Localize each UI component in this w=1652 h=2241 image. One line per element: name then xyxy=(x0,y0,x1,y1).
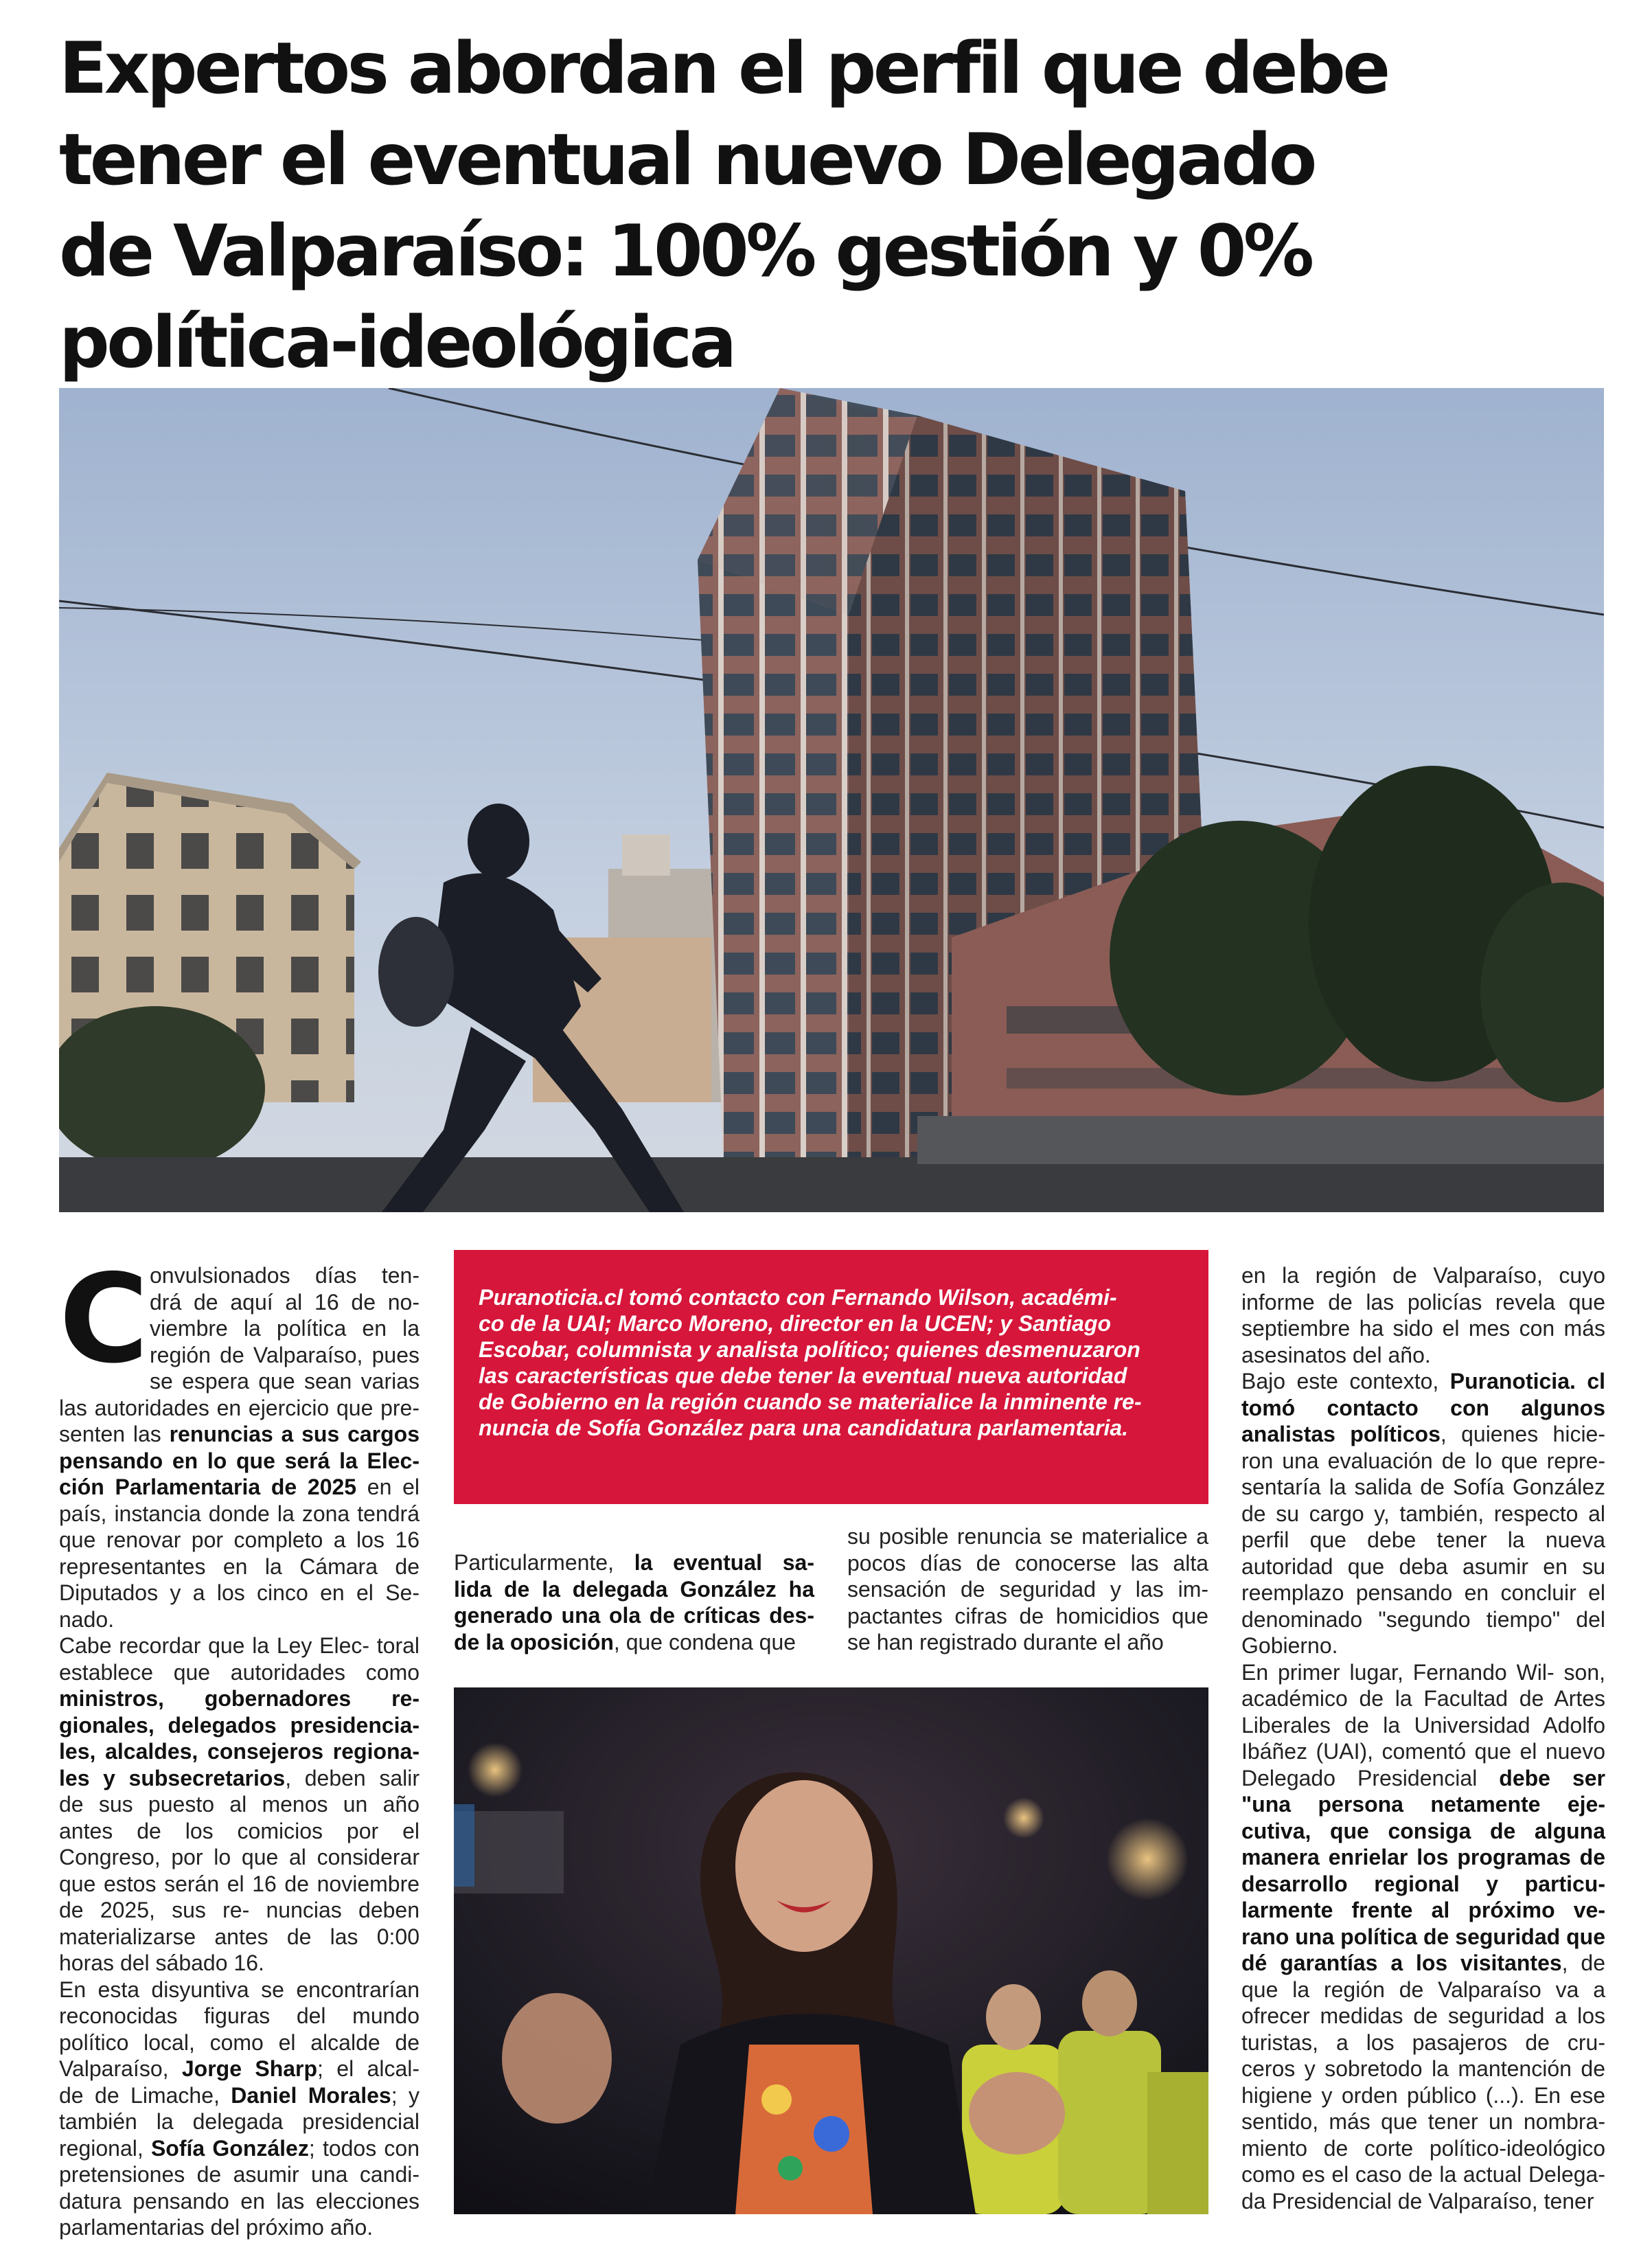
body-text: de de Limache, xyxy=(59,2082,231,2108)
body-text: de los comicios por el Congreso, por xyxy=(59,1818,420,1869)
body-text-bold: les y subsecretarios xyxy=(59,1765,286,1790)
body-text: de las 0:00 horas del sábado 16. xyxy=(59,1924,420,1975)
body-text: la región de Valparaíso, xyxy=(150,1316,420,1367)
secondary-photo-delegate xyxy=(454,1687,1208,2214)
body-text: pactantes cifras de homicidios que xyxy=(847,1603,1208,1628)
body-text-bold: manera enrielar los programas xyxy=(1241,1845,1571,1869)
body-text: ; el alcal- xyxy=(317,2056,420,2081)
body-text-bold: ministros, gobernadores re- xyxy=(59,1686,420,1711)
body-text: su posible renuncia se materialice xyxy=(847,1524,1188,1549)
body-text-bold: Puranoticia. xyxy=(1449,1369,1576,1393)
headline-line: Expertos abordan el perfil que debe xyxy=(59,27,1388,110)
body-text: de que la región de Valparaíso va xyxy=(1241,1950,1606,2002)
body-text: higiene y orden público (...). En ese xyxy=(1241,2082,1605,2108)
body-text: los 16 representantes en la Cámara xyxy=(59,1527,420,1579)
body-text: sentido, más que tener un nombra- xyxy=(1241,2109,1605,2134)
body-text: Artes Liberales de la Universidad xyxy=(1241,1686,1606,1738)
highlight-line: Puranoticia.cl tomó contacto con Fernando Wilson, académi- xyxy=(479,1285,1117,1310)
body-text: nado. xyxy=(59,1606,115,1632)
body-text: al perfil que debe tener la nueva xyxy=(1241,1501,1606,1552)
body-text-bold: de la oposición xyxy=(454,1629,614,1654)
body-text: nuevo Delegado Presidencial xyxy=(1241,1739,1606,1790)
body-text: sensación de seguridad y las im- xyxy=(847,1577,1208,1602)
body-text: de su cargo y, también, respecto xyxy=(1241,1501,1579,1526)
body-text: se han registrado durante el año xyxy=(847,1630,1164,1654)
body-text-bold: debe xyxy=(1499,1765,1550,1790)
body-text: el país, instancia donde la zona xyxy=(59,1475,420,1526)
body-text-bold: ción Parlamentaria de 2025 xyxy=(59,1475,357,1499)
body-text: sus puesto al menos un año antes xyxy=(59,1792,420,1843)
article-column-1 xyxy=(59,1248,420,2241)
body-text: de Diputados y a los cinco en el Se- xyxy=(59,1554,420,1605)
body-text: viembre la política en xyxy=(150,1316,387,1341)
body-text: ron una evaluación de lo que repre- xyxy=(1241,1448,1605,1473)
highlight-line: las características que debe tener la eventual nueva autoridad xyxy=(479,1363,1127,1388)
drop-cap: C xyxy=(59,1248,145,1390)
body-text: parlamentarias del próximo año. xyxy=(59,2215,374,2240)
body-text: a pocos días de conocerse las alta xyxy=(847,1524,1209,1575)
headline xyxy=(59,23,1597,389)
body-text: a ofrecer medidas de seguridad a xyxy=(1241,1977,1606,2028)
body-text: drá de aquí al 16 de no- xyxy=(150,1289,420,1315)
body-text-bold: lida de la delegada González ha xyxy=(454,1576,814,1602)
body-text: el 16 de noviembre de 2025, sus re- xyxy=(59,1871,420,1922)
body-text: los turistas, a los pasajeros de cru- xyxy=(1241,2003,1605,2055)
body-text: como es el caso de la actual Delega- xyxy=(1241,2162,1605,2187)
body-text-bold: rano una política de seguridad xyxy=(1241,1924,1561,1949)
body-text-bold: que dé garantías a los visitantes xyxy=(1241,1924,1606,1975)
body-text: en la región de Valparaíso, cuyo xyxy=(1241,1263,1605,1288)
article-column-4 xyxy=(1241,1262,1605,2214)
body-text-bold: ser "una persona netamente eje- xyxy=(1241,1765,1605,1817)
body-text: , quienes hicie- xyxy=(1440,1422,1606,1446)
body-text-bold: Sofía González xyxy=(150,2135,309,2161)
body-text: son, académico de la Facultad de xyxy=(1241,1659,1606,1711)
delegate-photo-illustration xyxy=(454,1687,1208,2214)
main-photo-government-building xyxy=(59,388,1604,1212)
body-text-bold: renuncias a sus cargos xyxy=(169,1422,420,1446)
body-text-bold: de desarrollo regional y particu- xyxy=(1241,1845,1605,1896)
body-text: miento de corte político-ideológico xyxy=(1241,2135,1605,2161)
body-text: regional, xyxy=(59,2135,151,2161)
body-text: Valparaíso, xyxy=(59,2056,182,2081)
headline-line: tener el eventual nuevo Delegado xyxy=(59,119,1314,201)
body-text: En esta disyuntiva se encontrarían xyxy=(59,1977,420,2002)
article-column-3 xyxy=(847,1523,1208,1656)
body-text: pretensiones de asumir una candi- xyxy=(59,2162,420,2187)
body-text: tendrá que renovar por completo a xyxy=(59,1501,420,1552)
body-text: Bajo este contexto, xyxy=(1241,1369,1450,1393)
body-text: denominado "segundo tiempo" del xyxy=(1241,1606,1605,1632)
body-text: reconocidas figuras del mundo xyxy=(59,2003,420,2028)
body-text-bold: cutiva, que consiga de alguna xyxy=(1241,1818,1605,1843)
body-text: da Presidencial de Valparaíso, tener xyxy=(1241,2188,1594,2214)
body-text: como xyxy=(365,1659,420,1685)
body-text: político local, como el alcalde de xyxy=(59,2029,420,2055)
body-text-bold: pensando en lo que será la Elec- xyxy=(59,1448,420,1473)
body-text: septiembre ha sido el mes con más xyxy=(1241,1316,1605,1341)
highlight-line: nuncia de Sofía González para una candidatura parlamentaria. xyxy=(479,1415,1129,1440)
body-text-bold: analistas políticos xyxy=(1241,1422,1441,1446)
body-text-bold: larmente frente al próximo ve- xyxy=(1241,1898,1605,1922)
body-text: Gobierno. xyxy=(1241,1633,1338,1658)
body-text: senten las xyxy=(59,1422,170,1446)
body-text: lo que al considerar que estos serán xyxy=(59,1845,420,1896)
body-text: sentaría la salida de Sofía González xyxy=(1241,1475,1605,1499)
building-photo-illustration xyxy=(59,388,1604,1212)
body-text: , deben salir de xyxy=(59,1765,420,1817)
body-text: también la delegada presidencial xyxy=(59,2109,420,2134)
highlight-line: de Gobierno en la región cuando se materialice la inminente re- xyxy=(479,1389,1142,1414)
body-text-bold: generado una ola de críticas des- xyxy=(454,1603,814,1628)
article-column-2 xyxy=(454,1549,814,1655)
highlight-line: Escobar, columnista y analista político; quienes desmenuzaron xyxy=(479,1337,1140,1362)
body-text: nuncias deben materializarse antes xyxy=(59,1898,420,1949)
body-text: ; y xyxy=(391,2082,420,2108)
body-text: Cabe recordar que la Ley Elec- xyxy=(59,1633,370,1658)
body-text: Particularmente, xyxy=(454,1550,634,1575)
body-text: onvulsionados días ten- xyxy=(150,1263,420,1288)
body-text: autoridad que deba asumir en su xyxy=(1241,1554,1605,1579)
body-text: Adolfo Ibáñez (UAI), comentó que el xyxy=(1241,1712,1606,1764)
body-text: , que condena que xyxy=(613,1629,796,1654)
body-text: reemplazo pensando en concluir el xyxy=(1241,1580,1605,1605)
body-text: asesinatos del año. xyxy=(1241,1342,1431,1367)
body-text: autoridades en ejercicio que pre- xyxy=(94,1395,420,1420)
body-text: ; todos con xyxy=(308,2135,420,2161)
highlight-box xyxy=(454,1250,1208,1504)
body-text: informe de las policías revela que xyxy=(1241,1289,1605,1315)
body-text: pues se espera que sean varias las xyxy=(59,1342,420,1420)
body-text-bold: la eventual sa- xyxy=(634,1550,814,1575)
body-text: toral establece que autoridades xyxy=(59,1633,420,1685)
body-text-bold: Daniel Morales xyxy=(231,2082,391,2108)
highlight-line: co de la UAI; Marco Moreno, director en la UCEN; y Santiago xyxy=(479,1311,1112,1336)
body-text: datura pensando en las elecciones xyxy=(59,2188,420,2214)
body-text: en xyxy=(356,1475,392,1499)
body-text-bold: gionales, delegados presidencia- xyxy=(59,1712,420,1738)
body-text-bold: les, alcaldes, consejeros regiona- xyxy=(59,1739,420,1764)
body-text: ceros y sobretodo la mantención de xyxy=(1241,2056,1605,2081)
headline-line: política-ideológica xyxy=(59,302,734,384)
body-text-bold: Jorge Sharp xyxy=(181,2056,318,2081)
body-text-bold: cl tomó contacto con algunos xyxy=(1241,1369,1606,1420)
body-text: En primer lugar, Fernando Wil- xyxy=(1241,1659,1555,1685)
headline-line: de Valparaíso: 100% gestión y 0% xyxy=(59,210,1311,293)
body-text: , xyxy=(1561,1950,1568,1975)
